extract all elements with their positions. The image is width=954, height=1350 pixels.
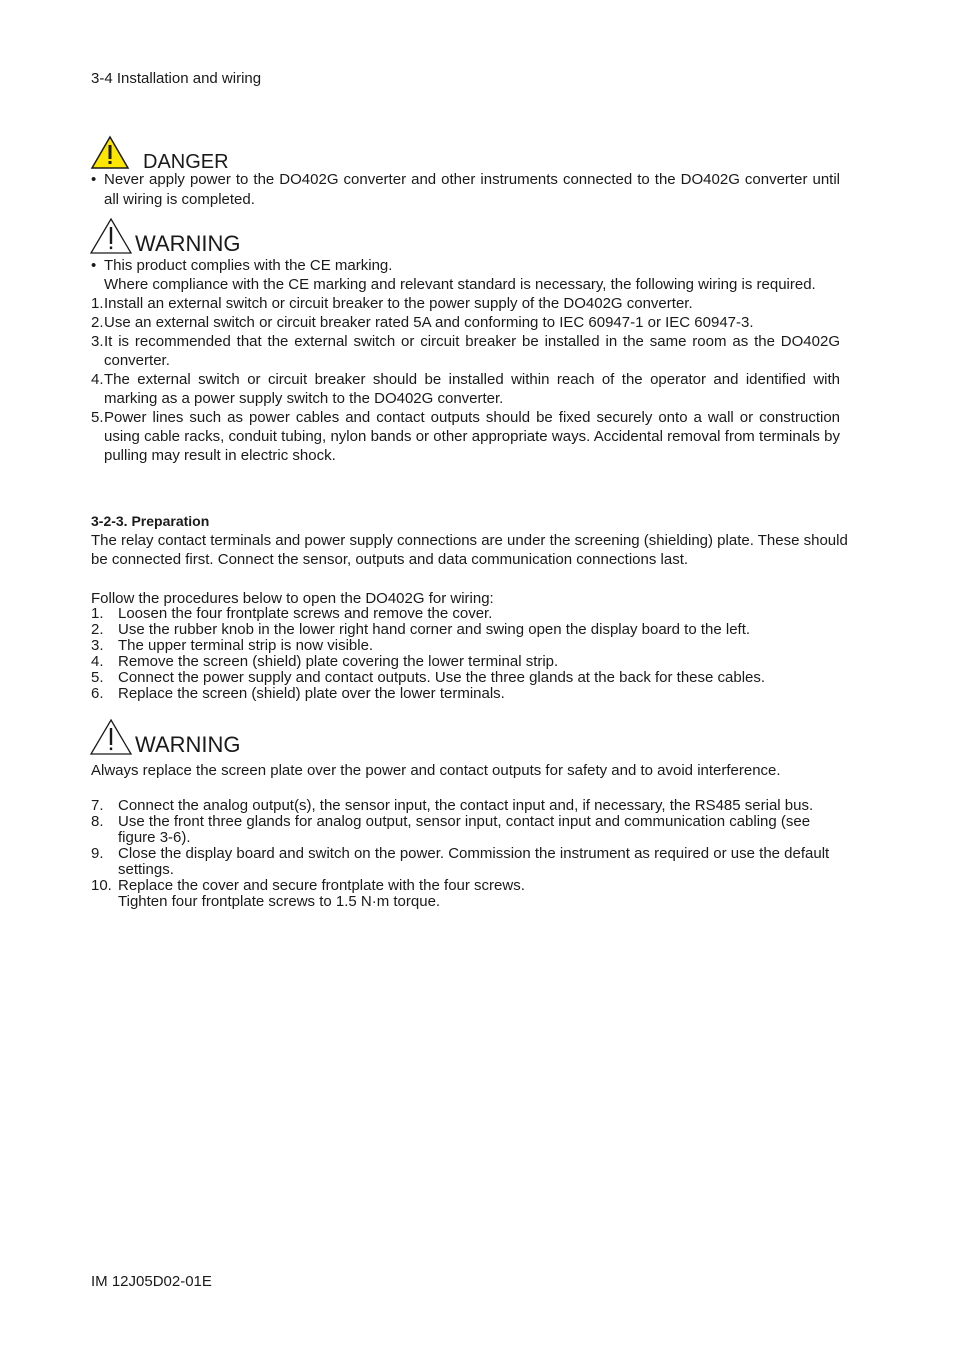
warning-heading: WARNING [135, 231, 241, 256]
page-header: 3-4 Installation and wiring [91, 70, 262, 87]
danger-item-text: Never apply power to the DO402G converter and other instruments connected to the DO402G converter until all wiring is completed. [104, 171, 840, 208]
procedure-step: 3. The upper terminal strip is now visible. [91, 637, 374, 654]
procedure-step: 2. Use the rubber knob in the lower right hand corner and swing open the display board to the left. [91, 621, 751, 638]
procedure-step-text: Connect the power supply and contact outputs. Use the three glands at the back for these cables. [118, 669, 766, 686]
warning-triangle-icon [89, 718, 133, 760]
warning-text: Always replace the screen plate over the power and contact outputs for safety and to avoid interference. [91, 762, 781, 779]
warning-item: 5. Power lines such as power cables and contact outputs should be fixed securely onto a wall or construction using cable racks, conduit tubing, nylon bands or other appropriate ways. Accidental removal from terminals by pulling may result in electric shock. [91, 409, 840, 464]
procedure-step-text: Connect the analog output(s), the sensor input, the contact input and, if necessary, the RS485 serial bus. [118, 797, 814, 814]
warning-ce-list [91, 256, 840, 465]
section-title: 3-2-3. Preparation [91, 513, 210, 529]
danger-heading: DANGER [143, 151, 229, 173]
warning-triangle-icon [89, 217, 133, 259]
procedure-step-text: Use the front three glands for analog output, sensor input, contact input and communication cabling (see figure 3-6). [118, 813, 811, 846]
procedure-step-text: Use the rubber knob in the lower right hand corner and swing open the display board to the left. [118, 621, 751, 638]
procedure-step: 10. Replace the cover and secure frontplate with the four screws. Tighten four frontplate screws to 1.5 N·m torque. [91, 878, 851, 910]
procedure-intro: Follow the procedures below to open the DO402G for wiring: [91, 590, 494, 607]
procedure-step: 7. Connect the analog output(s), the sensor input, the contact input and, if necessary, the RS485 serial bus. [91, 797, 814, 814]
procedure-step-text: Replace the screen (shield) plate over the lower terminals. [118, 685, 505, 702]
procedure-step: 4. Remove the screen (shield) plate covering the lower terminal strip. [91, 653, 559, 670]
warning-item-text: Power lines such as power cables and contact outputs should be fixed securely onto a wall or construction using cable racks, conduit tubing, nylon bands or other appropriate ways. Accidental removal from terminals by pulling may result in electric shock. [104, 409, 840, 464]
warning-item: 2. Use an external switch or circuit breaker rated 5A and conforming to IEC 60947-1 or IEC 60947-3. [91, 314, 754, 331]
warning-bullet-text: This product complies with the CE marking. [104, 257, 393, 274]
warning-item: 4. The external switch or circuit breaker should be installed within reach of the operator and identified with marking as a power supply switch to the DO402G converter. [91, 371, 840, 407]
page-footer: IM 12J05D02-01E [91, 1273, 212, 1290]
warning-heading: WARNING [135, 732, 241, 757]
warning-item: 1. Install an external switch or circuit breaker to the power supply of the DO402G converter. [91, 295, 693, 312]
procedure-list [91, 606, 851, 702]
procedure-step-text: Loosen the four frontplate screws and remove the cover. [118, 605, 493, 622]
procedure-step-text-continued: Tighten four frontplate screws to 1.5 N·m torque. [118, 893, 441, 910]
warning-bullet: • This product complies with the CE marking. Where compliance with the CE marking and relevant standard is necessary, the following wiring is required. [91, 256, 840, 294]
procedure-step-text: Replace the cover and secure frontplate with the four screws. [118, 877, 525, 894]
procedure-step-text: Remove the screen (shield) plate covering the lower terminal strip. [118, 653, 559, 670]
procedure-step: 5. Connect the power supply and contact outputs. Use the three glands at the back for these cables. [91, 669, 766, 686]
preparation-paragraph: The relay contact terminals and power supply connections are under the screening (shielding) plate. These should be connected first. Connect the sensor, outputs and data communication connections last. [91, 532, 848, 568]
procedure-step: 8. Use the front three glands for analog output, sensor input, contact input and communication cabling (see figure 3-6). [91, 813, 811, 846]
warning-item-text: The external switch or circuit breaker should be installed within reach of the operator and identified with marking as a power supply switch to the DO402G converter. [104, 371, 840, 407]
warning-item-text: Install an external switch or circuit breaker to the power supply of the DO402G converter. [104, 295, 693, 312]
danger-warning-triangle-icon [90, 135, 130, 174]
procedure-step: 6. Replace the screen (shield) plate over the lower terminals. [91, 685, 505, 702]
warning-item-text: It is recommended that the external switch or circuit breaker be installed in the same room as the DO402G converter. [104, 333, 840, 369]
warning-bullet-continuation: Where compliance with the CE marking and relevant standard is necessary, the following wiring is required. [104, 276, 816, 293]
procedure-step-text: The upper terminal strip is now visible. [118, 637, 374, 654]
warning-item-text: Use an external switch or circuit breaker rated 5A and conforming to IEC 60947-1 or IEC 60947-3. [104, 314, 754, 331]
danger-list [91, 170, 840, 210]
procedure-list-continued [91, 798, 851, 910]
danger-item: • Never apply power to the DO402G converter and other instruments connected to the DO402G converter until all wiring is completed. [91, 171, 840, 208]
procedure-step-text: Close the display board and switch on the power. Commission the instrument as required or use the default settings. [118, 845, 830, 878]
procedure-step: 9. Close the display board and switch on the power. Commission the instrument as required or use the default settings. [91, 845, 830, 878]
procedure-step: 1. Loosen the four frontplate screws and remove the cover. [91, 605, 493, 622]
warning-item: 3. It is recommended that the external switch or circuit breaker be installed in the same room as the DO402G converter. [91, 333, 840, 369]
